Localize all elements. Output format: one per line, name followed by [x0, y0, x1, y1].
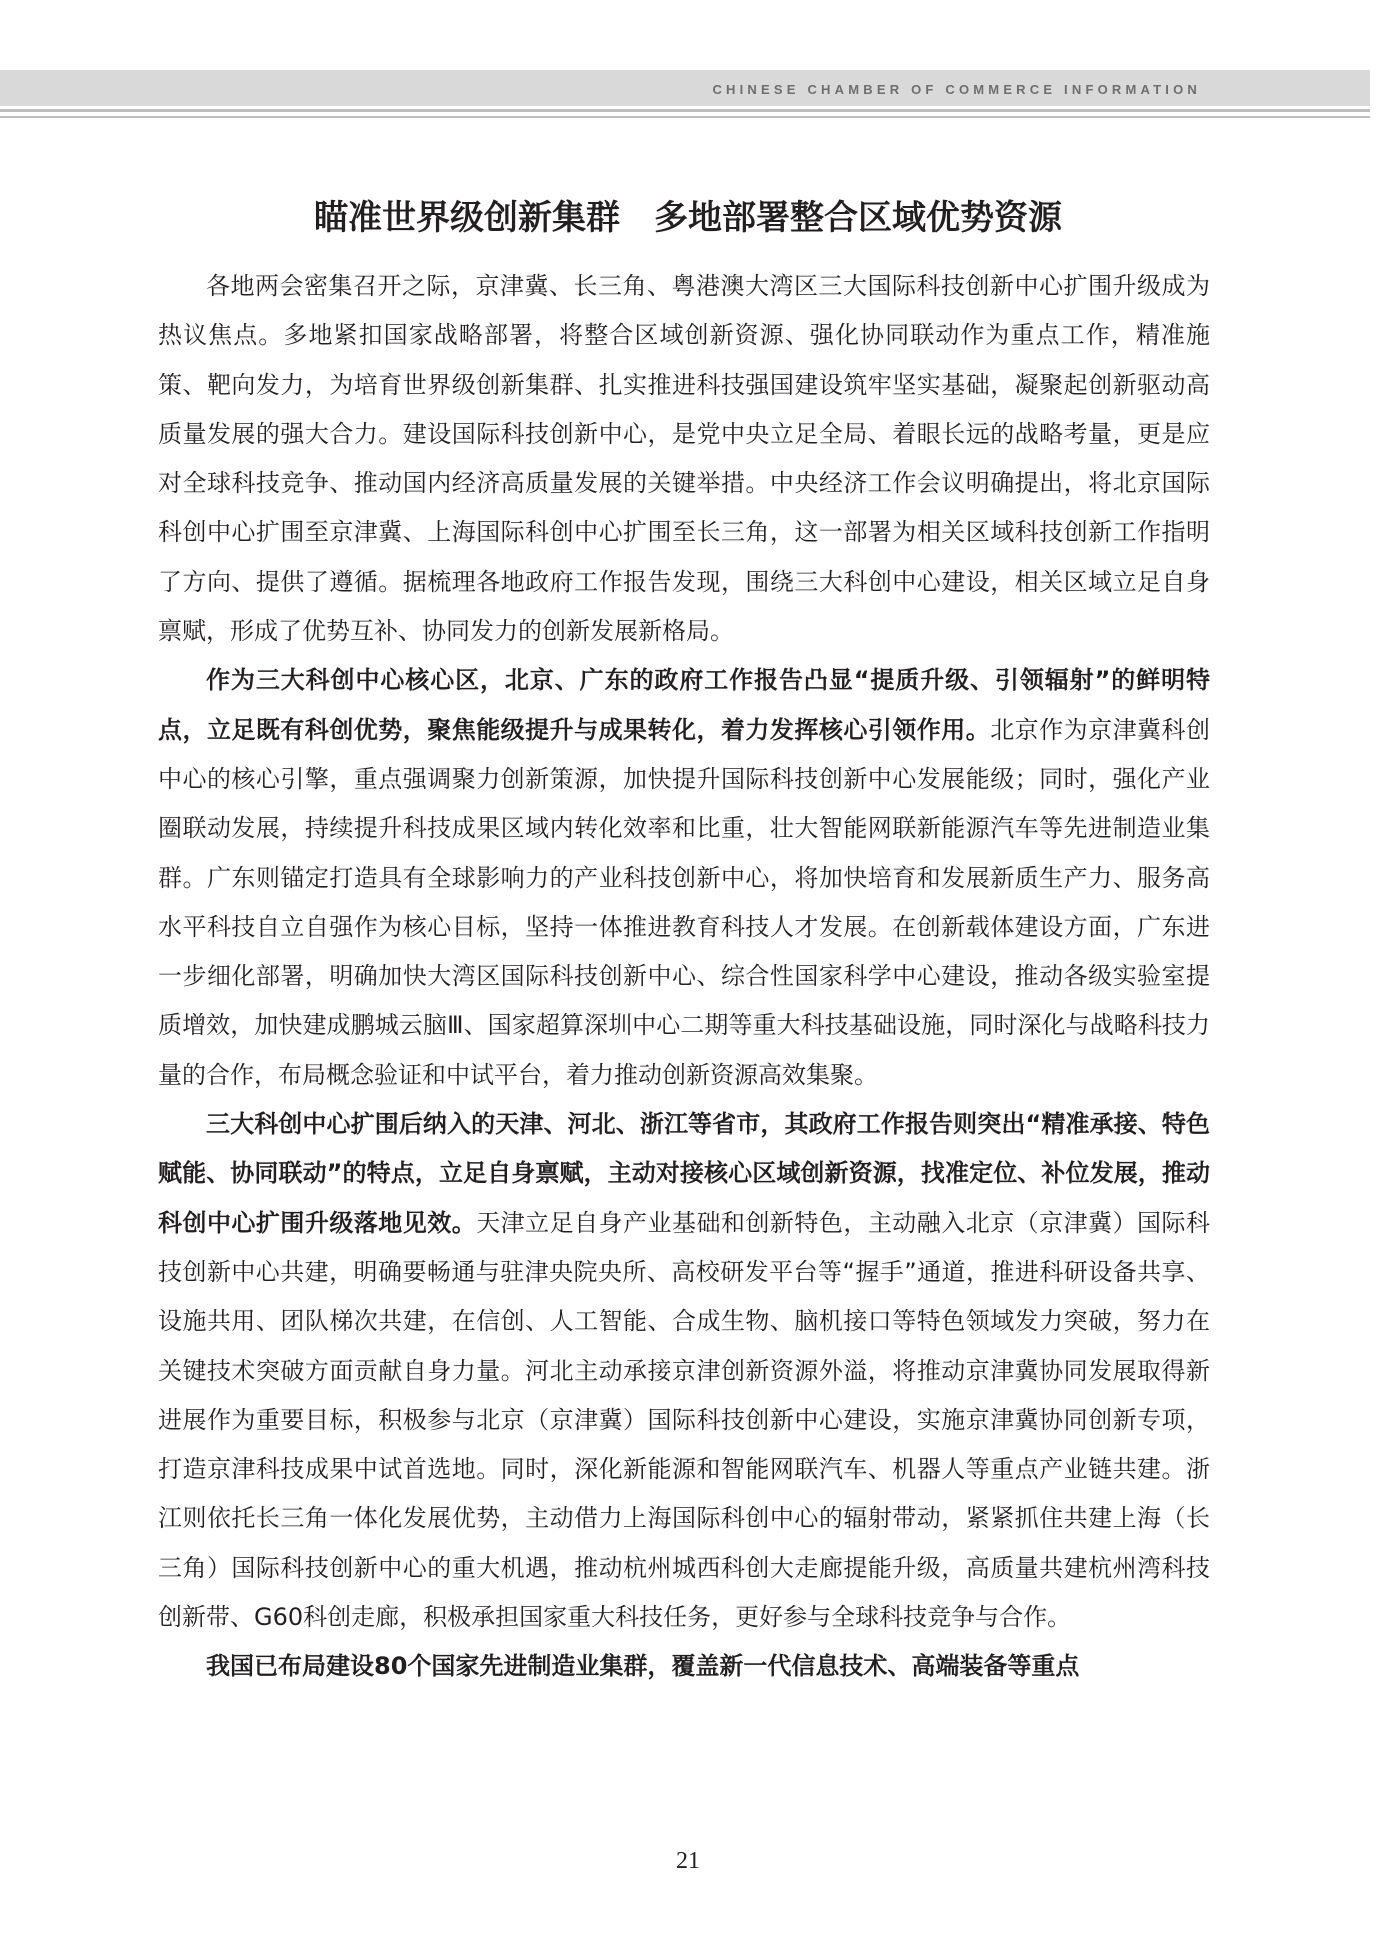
paragraph-2-lead: 作为三大科创中心核心区，北京、广东的政府工作报告凸显“提质升级、引领辐射”的鲜明特点，立足既有科创优势，聚焦能级提升与成果转化，着力发挥核心引领作用。 [158, 666, 1210, 744]
article-title: 瞄准世界级创新集群 多地部署整合区域优势资源 [314, 198, 1062, 238]
article-body [158, 262, 1210, 1692]
paragraph-2 [158, 656, 1210, 1100]
header-divider-1 [0, 109, 1370, 112]
header-divider-2 [0, 116, 1370, 118]
paragraph-2-text: 北京作为京津冀科创中心的核心引擎，重点强调聚力创新策源，加快提升国际科技创新中心发展能级；同时，强化产业圈联动发展，持续提升科技成果区域内转化效率和比重，壮大智能网联新能源汽车等先进制造业集群。广东则锚定打造具有全球影响力的产业科技创新中心，将加快培育和发展新质生产力、服务高水平科技自立自强作为核心目标，坚持一体推进教育科技人才发展。在创新载体建设方面，广东进一步细化部署，明确加快大湾区国际科技创新中心、综合性国家科学中心建设，推动各级实验室提质增效，加快建成鹏城云脑Ⅲ、国家超算深圳中心二期等重大科技基础设施，同时深化与战略科技力量的合作，布局概念验证和中试平台，着力推动创新资源高效集聚。 [158, 715, 1211, 1089]
paragraph-1-text: 各地两会密集召开之际，京津冀、长三角、粤港澳大湾区三大国际科技创新中心扩围升级成为热议焦点。多地紧扣国家战略部署，将整合区域创新资源、强化协同联动作为重点工作，精准施策、靶向发力，为培育世界级创新集群、扎实推进科技强国建设筑牢坚实基础，凝聚起创新驱动高质量发展的强大合力。建设国际科技创新中心，是党中央立足全局、着眼长远的战略考量，更是应对全球科技竞争、推动国内经济高质量发展的关键举措。中央经济工作会议明确提出，将北京国际科创中心扩围至京津冀、上海国际科创中心扩围至长三角，这一部署为相关区域科技创新工作指明了方向、提供了遵循。据梳理各地政府工作报告发现，围绕三大科创中心建设，相关区域立足自身禀赋，形成了优势互补、协同发力的创新发展新格局。 [158, 272, 1210, 646]
paragraph-3 [158, 1100, 1210, 1642]
paragraph-3-lead: 三大科创中心扩围后纳入的天津、河北、浙江等省市，其政府工作报告则突出“精准承接、特色赋能、协同联动”的特点，立足自身禀赋，主动对接核心区域创新资源，找准定位、补位发展，推动科创中心扩围升级落地见效。 [158, 1110, 1210, 1237]
paragraph-3-text: 天津立足自身产业基础和创新特色，主动融入北京（京津冀）国际科技创新中心共建，明确要畅通与驻津央院央所、高校研发平台等“握手”通道，推进科研设备共享、设施共用、团队梯次共建，在信创、人工智能、合成生物、脑机接口等特色领域发力突破，努力在关键技术突破方面贡献自身力量。河北主动承接京津创新资源外溢，将推动京津冀协同发展取得新进展作为重要目标，积极参与北京（京津冀）国际科技创新中心建设，实施京津冀协同创新专项，打造京津科技成果中试首选地。同时，深化新能源和智能网联汽车、机器人等重点产业链共建。浙江则依托长三角一体化发展优势，主动借力上海国际科创中心的辐射带动，紧紧抓住共建上海（长三角）国际科技创新中心的重大机遇，推动杭州城西科创大走廊提能升级，高质量共建杭州湾科技创新带、G60科创走廊，积极承担国家重大科技任务，更好参与全球科技竞争与合作。 [158, 1208, 1211, 1632]
paragraph-1 [158, 262, 1210, 656]
paragraph-4-lead: 我国已布局建设80个国家先进制造业集群，覆盖新一代信息技术、高端装备等重点 [206, 1652, 1080, 1681]
paragraph-4 [158, 1642, 1210, 1691]
publication-name: CHINESE CHAMBER OF COMMERCE INFORMATION [712, 82, 1201, 97]
page-number: 21 [676, 1848, 700, 1874]
